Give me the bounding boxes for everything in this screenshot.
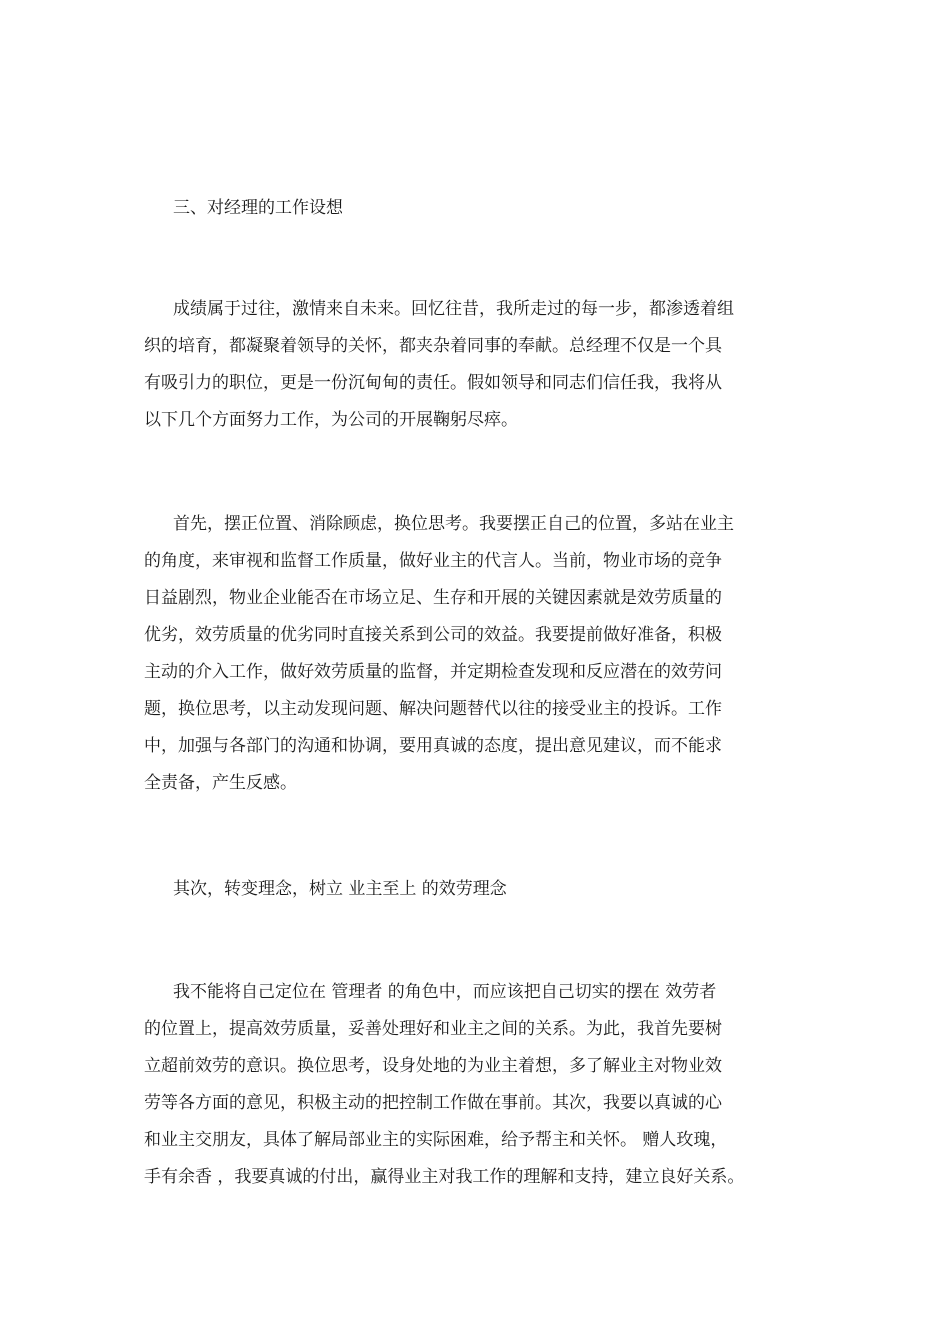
paragraph-line: 劳等各方面的意见，积极主动的把控制工作做在事前。其次，我要以真诚的心	[144, 1093, 722, 1113]
paragraph-line: 手有余香 ，我要真诚的付出，赢得业主对我工作的理解和支持，建立良好关系。	[144, 1167, 745, 1187]
paragraph-line: 主动的介入工作，做好效劳质量的监督，并定期检查发现和反应潜在的效劳问	[144, 662, 722, 682]
paragraph-line: 首先，摆正位置、消除顾虑，换位思考。我要摆正自己的位置，多站在业主	[173, 514, 734, 534]
paragraph-line: 优劣，效劳质量的优劣同时直接关系到公司的效益。我要提前做好准备，积极	[144, 625, 722, 645]
paragraph-line: 有吸引力的职位，更是一份沉甸甸的责任。假如领导和同志们信任我，我将从	[144, 373, 722, 393]
paragraph-line: 的位置上，提高效劳质量，妥善处理好和业主之间的关系。为此，我首先要树	[144, 1019, 722, 1039]
section-title: 三、对经理的工作设想	[173, 198, 343, 218]
paragraph-line: 的角度，来审视和监督工作质量，做好业主的代言人。当前，物业市场的竞争	[144, 551, 722, 571]
paragraph-2	[144, 506, 734, 802]
paragraph-3	[144, 974, 744, 1196]
subheading: 其次，转变理念，树立 业主至上 的效劳理念	[173, 879, 507, 899]
paragraph-line: 以下几个方面努力工作，为公司的开展鞠躬尽瘁。	[144, 410, 518, 430]
paragraph-1	[144, 291, 734, 439]
paragraph-line: 中，加强与各部门的沟通和协调，要用真诚的态度，提出意见建议，而不能求	[144, 736, 722, 756]
paragraph-line: 立超前效劳的意识。换位思考，设身处地的为业主着想，多了解业主对物业效	[144, 1056, 722, 1076]
paragraph-line: 成绩属于过往，激情来自未来。回忆往昔，我所走过的每一步，都渗透着组	[173, 299, 734, 319]
paragraph-line: 我不能将自己定位在 管理者 的角色中，而应该把自己切实的摆在 效劳者	[173, 982, 717, 1002]
paragraph-line: 和业主交朋友，具体了解局部业主的实际困难，给予帮主和关怀。 赠人玫瑰，	[144, 1130, 728, 1150]
paragraph-line: 题，换位思考，以主动发现问题、解决问题替代以往的接受业主的投诉。工作	[144, 699, 722, 719]
paragraph-line: 日益剧烈，物业企业能否在市场立足、生存和开展的关键因素就是效劳质量的	[144, 588, 722, 608]
paragraph-line: 织的培育，都凝聚着领导的关怀，都夹杂着同事的奉献。总经理不仅是一个具	[144, 336, 722, 356]
paragraph-line: 全责备，产生反感。	[144, 773, 297, 793]
